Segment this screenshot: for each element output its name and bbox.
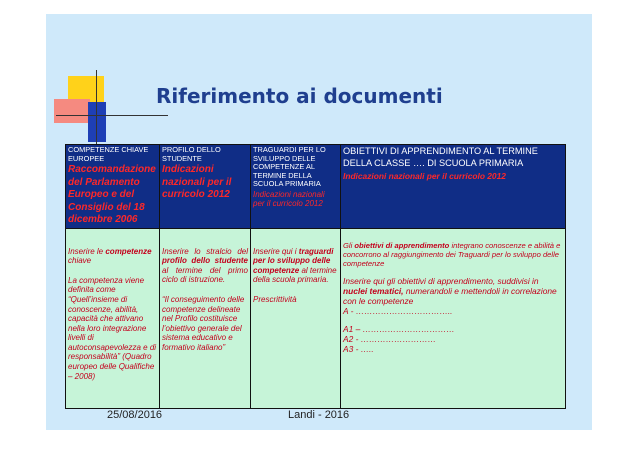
text-span: al termine della scuola primaria. [253, 265, 337, 285]
text-span-bold: obiettivi di apprendimento [354, 240, 450, 250]
deco-red-square [54, 99, 90, 123]
cell-paragraph [343, 324, 563, 354]
deco-blue-square [88, 102, 106, 142]
cell-paragraph: La competenza viene definita come “Quell’insieme di conoscenze, abilità, capacità che attivano nella loro integrazione livelli di autoconsapevolezza e di responsabilità” (Quadro europeo delle Qualifiche – 2008) [68, 275, 157, 381]
cell-paragraph [343, 241, 563, 268]
cell-paragraph: Prescrittività [253, 294, 297, 304]
header-caption: OBIETTIVI DI APPRENDIMENTO AL TERMINE DELLA CLASSE …. DI SCUOLA PRIMARIA [343, 146, 538, 168]
footer-date: 25/08/2016 [107, 409, 163, 421]
text-span: Inserire le [68, 246, 106, 256]
text-span-bold: nuclei tematici, [343, 285, 404, 296]
text-span: Inserire lo stralcio del [162, 246, 248, 256]
deco-horizontal-line [56, 115, 168, 116]
text-span: A - …………………………….. [343, 306, 453, 317]
text-span-bold: competenze [105, 246, 152, 256]
text-span: al termine del primo ciclo di istruzione. [162, 265, 248, 285]
header-source: Raccomandazione del Parlamento Europeo e del Consiglio del 18 dicembre 2006 [68, 164, 156, 226]
text-span: Gli [343, 240, 355, 250]
deco-vertical-line [96, 70, 97, 144]
cell-paragraph: “Il conseguimento delle competenze delineate nel Profilo costituisce l’obiettivo generale del sistema educativo e formativo italiano” [162, 294, 245, 352]
cell-paragraph [253, 247, 338, 285]
header-cell-competenze [66, 145, 160, 229]
text-span-bold: profilo dello studente [162, 256, 248, 266]
text-span: A2 - ……………………… [343, 334, 437, 345]
header-cell-traguardi [251, 145, 341, 229]
text-span: A3 - ….. [343, 344, 374, 355]
text-span: integrano conoscenze e abilità e concorrono al raggiungimento dei Traguardi per lo sviluppo delle competenze [343, 240, 561, 268]
header-cell-profilo [160, 145, 251, 229]
table-header-row [66, 145, 566, 229]
cell-paragraph [68, 247, 157, 266]
text-span: Inserire qui i [253, 246, 299, 256]
text-span-bold: traguardi per lo sviluppo delle competenze [253, 246, 334, 275]
reference-table [65, 144, 566, 409]
header-caption: TRAGUARDI PER LO SVILUPPO DELLE COMPETENZE AL TERMINE DELLA SCUOLA PRIMARIA [253, 145, 326, 189]
header-caption: PROFILO DELLO STUDENTE [162, 145, 221, 163]
body-cell-obiettivi [341, 228, 566, 408]
body-cell-competenze [66, 228, 160, 408]
header-source: Indicazioni nazionali per il curricolo 2012 [343, 171, 506, 181]
text-span: numerandoli e mettendoli in correlazione con le competenze [343, 285, 557, 307]
header-cell-obiettivi [341, 145, 566, 229]
table-body-row [66, 228, 566, 408]
cell-paragraph [343, 276, 563, 316]
header-source: Indicazioni nazionali per il curricolo 2012 [253, 189, 325, 209]
text-span: chiave [68, 256, 92, 266]
text-span: A1 – …………………………… [343, 324, 455, 335]
cell-paragraph [162, 247, 248, 285]
body-cell-traguardi [251, 228, 341, 408]
footer-author: Landi - 2016 [288, 409, 350, 421]
slide-title: Riferimento ai documenti [156, 84, 443, 108]
header-source: Indicazioni nazionali per il curricolo 2012 [162, 164, 232, 201]
body-cell-profilo [160, 228, 251, 408]
text-span: Inserire qui gli obiettivi di apprendimento, suddivisi in [343, 275, 539, 286]
header-caption: COMPETENZE CHIAVE EUROPEE [68, 145, 149, 163]
